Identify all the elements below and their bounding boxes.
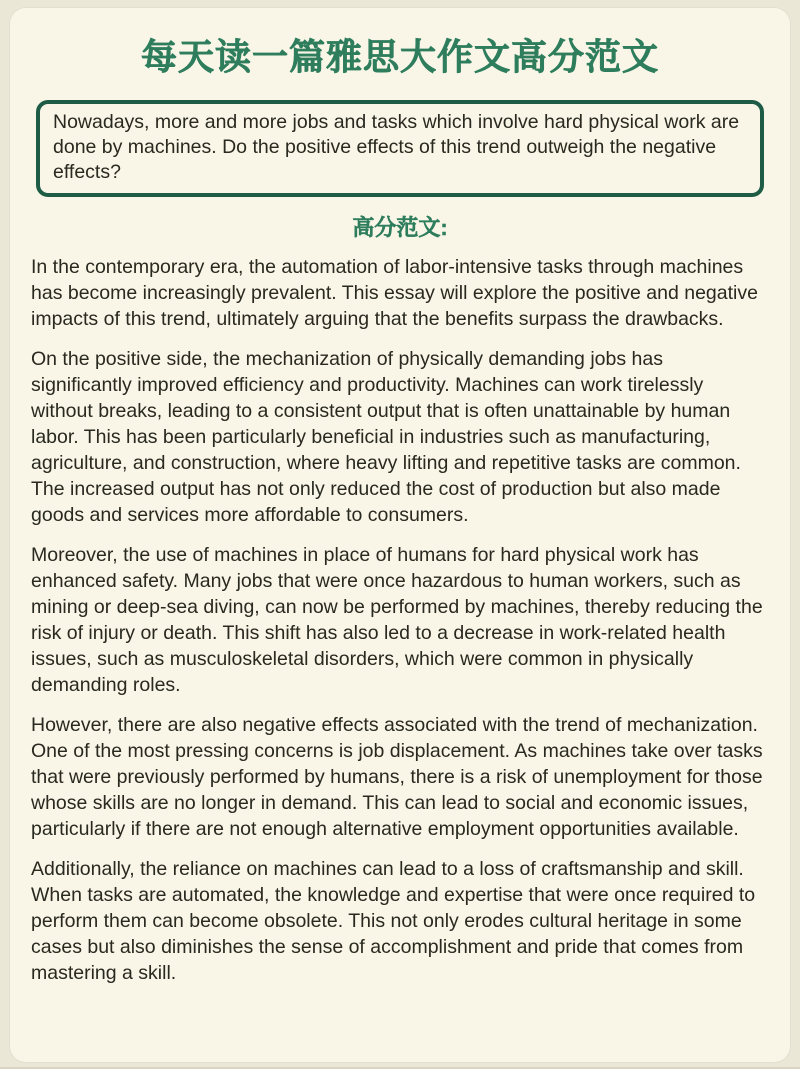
content-card — [10, 8, 790, 1062]
page-title: 每天读一篇雅思大作文高分范文 — [140, 36, 659, 77]
essay-paragraph-intro: In the contemporary era, the automation of labor-intensive tasks through machines has become increasingly prevalent. This essay will explore the positive and negative impacts of this trend, ultimately arguing that the benefits surpass the drawbacks. — [31, 256, 758, 330]
essay-prompt-text: Nowadays, more and more jobs and tasks which involve hard physical work are done by machines. Do the positive effects of this trend outweigh the negative effects? — [53, 111, 740, 183]
essay-paragraph-positive-safety: Moreover, the use of machines in place of humans for hard physical work has enhanced safety. Many jobs that were once hazardous to human workers, such as mining or deep-sea diving, can now be performed by machines, thereby reducing the risk of injury or death. This shift has also led to a decrease in work-related health issues, such as musculoskeletal disorders, which were common in physically demanding roles. — [31, 544, 763, 696]
essay-prompt-box — [36, 100, 764, 197]
sample-essay-heading: 高分范文: — [352, 215, 448, 240]
essay-body — [31, 254, 769, 986]
essay-paragraph-negative-displacement: However, there are also negative effects associated with the trend of mechanization. One of the most pressing concerns is job displacement. As machines take over tasks that were previously performed by humans, there is a risk of unemployment for those whose skills are no longer in demand. This can lead to social and economic issues, particularly if there are not enough alternative employment opportunities available. — [31, 714, 763, 840]
essay-paragraph-negative-craftsmanship: Additionally, the reliance on machines can lead to a loss of craftsmanship and skill. When tasks are automated, the knowledge and expertise that were once required to perform them can become obsolete. This not only erodes cultural heritage in some cases but also diminishes the sense of accomplishment and pride that comes from mastering a skill. — [31, 858, 756, 984]
essay-paragraph-positive-efficiency: On the positive side, the mechanization of physically demanding jobs has significantly improved efficiency and productivity. Machines can work tirelessly without breaks, leading to a consistent output that is often unattainable by human labor. This has been particularly beneficial in industries such as manufacturing, agriculture, and construction, where heavy lifting and repetitive tasks are common. The increased output has not only reduced the cost of production but also made goods and services more affordable to consumers. — [31, 348, 741, 526]
